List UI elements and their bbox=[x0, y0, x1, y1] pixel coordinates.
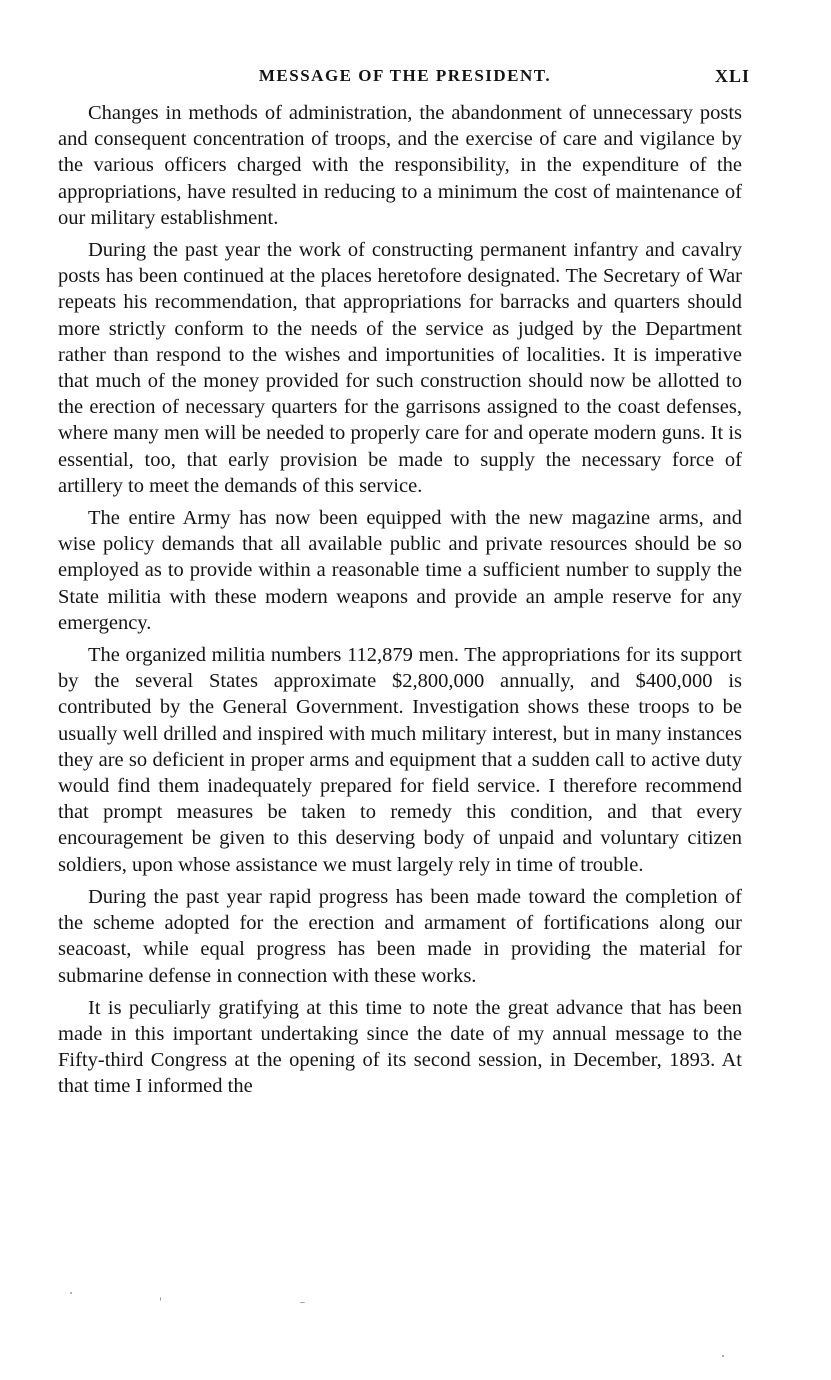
paragraph-militia: The organized militia numbers 112,879 men. The appropriations for its support by the several States approximate $2,800,000 annually, and $400,000 is contributed by the General Government. Investigation shows these troops to be usually well drilled and inspired with much military interest, but in many instances they are so deficient in proper arms and equipment that a sudden call to active duty would find them inadequately prepared for field service. I therefore recommend that prompt measures be taken to remedy this condition, and that every encouragement be given to this deserving body of unpaid and voluntary citizen soldiers, upon whose assistance we must largely rely in time of trouble. bbox=[58, 644, 742, 876]
running-title: MESSAGE OF THE PRESIDENT. bbox=[258, 66, 552, 85]
running-head bbox=[60, 66, 750, 96]
paragraph-progress: It is peculiarly gratifying at this time to note the great advance that has been made in this important undertaking since the date of my annual message to the Fifty-third Congress at the opening of its second session, in December, 1893. At that time I informed the bbox=[58, 996, 742, 1098]
paper-speck bbox=[160, 1297, 161, 1301]
paper-speck bbox=[722, 1355, 724, 1357]
paper-speck bbox=[70, 1292, 72, 1294]
page-number: XLI bbox=[714, 66, 750, 86]
paragraph-army-equipment: The entire Army has now been equipped with the new magazine arms, and wise policy demands that all available public and private resources should be so employed as to provide within a reasonable time a sufficient number to supply the State militia with these modern weapons and provide an ample reserve for any emergency. bbox=[58, 507, 742, 634]
paragraph-administration-costs: Changes in methods of administration, the abandonment of unnecessary posts and consequent concentration of troops, and the exercise of care and vigilance by the various officers charged with the responsibility, in the expenditure of the appropriations, have resulted in reducing to a minimum the cost of maintenance of our military establishment. bbox=[58, 102, 742, 229]
body-text bbox=[58, 100, 742, 1106]
paper-speck bbox=[300, 1302, 305, 1303]
paragraph-fortifications: During the past year rapid progress has been made toward the completion of the scheme adopted for the erection and armament of fortifications along our seacoast, while equal progress has been made in providing the material for submarine defense in connection with these works. bbox=[58, 885, 742, 987]
paragraph-posts-construction: During the past year the work of constructing permanent infantry and cavalry posts has been continued at the places heretofore designated. The Secretary of War repeats his recommendation, that appropriations for barracks and quarters should more strictly conform to the needs of the service as judged by the Department rather than respond to the wishes and importunities of localities. It is imperative that much of the money provided for such construction should now be allotted to the erection of necessary quarters for the garrisons assigned to the coast defenses, where many men will be needed to properly care for and operate modern guns. It is essential, too, that early provision be made to supply the necessary force of artillery to meet the demands of this service. bbox=[58, 239, 742, 497]
